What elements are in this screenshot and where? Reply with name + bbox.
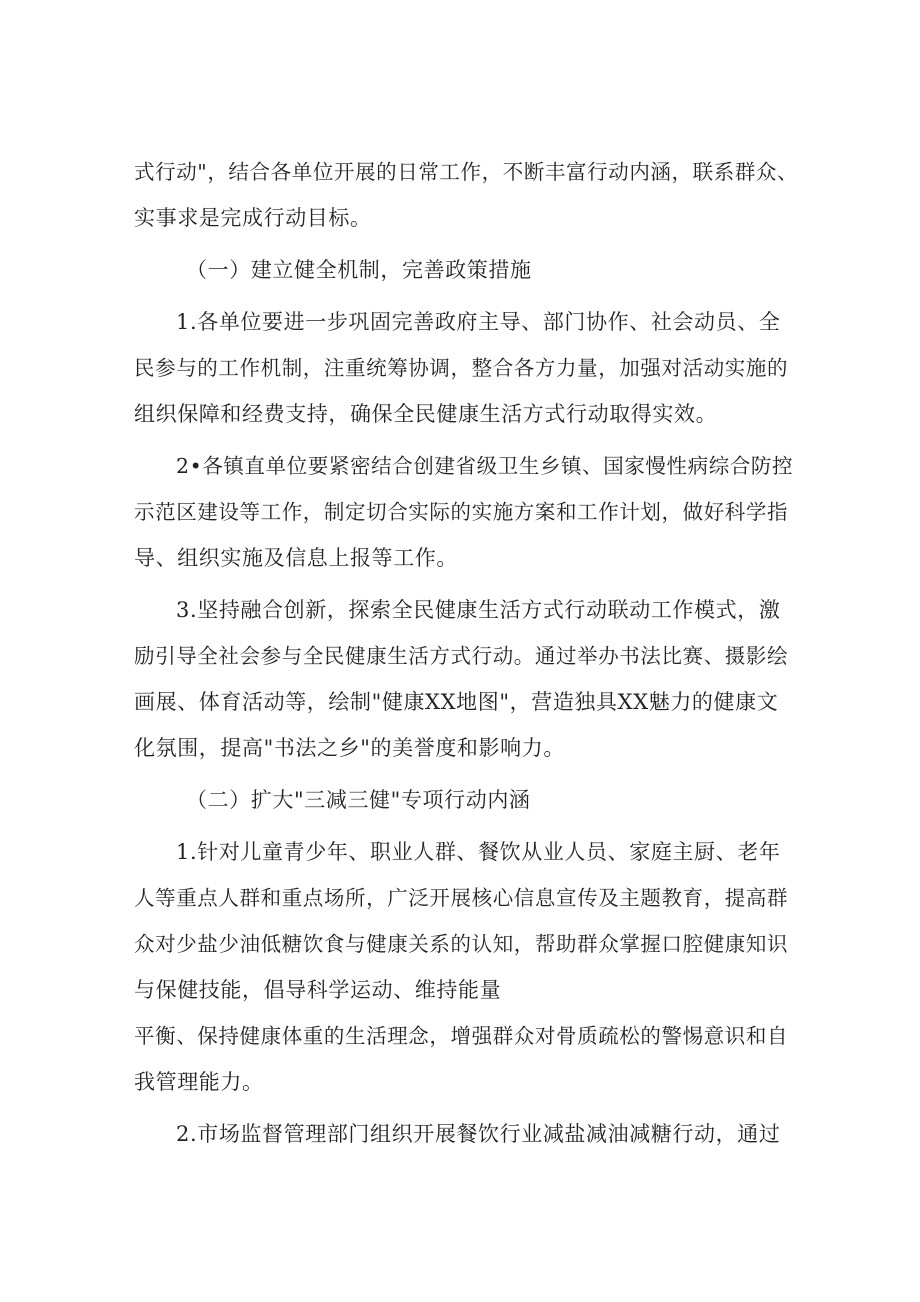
paragraph-line: 1.针对儿童青少年、职业人群、餐饮从业人员、家庭主厨、老年 xyxy=(176,840,781,864)
paragraph-line: 励引导全社会参与全民健康生活方式行动。通过举办书法比赛、摄影绘 xyxy=(134,644,789,668)
paragraph-line: 我管理能力。 xyxy=(134,1070,264,1094)
paragraph-line: 2•各镇直单位要紧密结合创建省级卫生乡镇、国家慢性病综合防控 xyxy=(176,454,794,478)
paragraph-line: 平衡、保持健康体重的生活理念，增强群众对骨质疏松的警惕意识和自 xyxy=(134,1024,789,1048)
paragraph-line: 导、组织实施及信息上报等工作。 xyxy=(134,546,458,570)
paragraph-line: 化氛围，提高"书法之乡"的美誉度和影响力。 xyxy=(134,736,565,760)
paragraph-line: 实事求是完成行动目标。 xyxy=(134,206,372,230)
paragraph-line: 2.市场监督管理部门组织开展餐饮行业减盐减油减糖行动，通过 xyxy=(176,1122,781,1146)
paragraph-line: 人等重点人群和重点场所，广泛开展核心信息宣传及主题教育，提高群 xyxy=(134,886,789,910)
section-heading: （一）建立健全机制，完善政策措施 xyxy=(186,258,532,282)
paragraph-line: 1.各单位要进一步巩固完善政府主导、部门协作、社会动员、全 xyxy=(176,310,781,334)
paragraph-line: 示范区建设等工作，制定切合实际的实施方案和工作计划，做好科学指 xyxy=(134,500,789,524)
paragraph-line: 与保健技能，倡导科学运动、维持能量 xyxy=(134,978,502,1002)
paragraph-line: 组织保障和经费支持，确保全民健康生活方式行动取得实效。 xyxy=(134,402,718,426)
paragraph-line: 众对少盐少油低糖饮食与健康关系的认知，帮助群众掌握口腔健康知识 xyxy=(134,932,789,956)
paragraph-line: 式行动"，结合各单位开展的日常工作，不断丰富行动内涵，联系群众、 xyxy=(134,160,799,184)
section-heading: （二）扩大"三减三健"专项行动内涵 xyxy=(186,788,531,812)
paragraph-line: 民参与的工作机制，注重统筹协调，整合各方力量，加强对活动实施的 xyxy=(134,356,789,380)
paragraph-line: 画展、体育活动等，绘制"健康XX地图"，营造独具XX魅力的健康文 xyxy=(134,690,779,714)
paragraph-line: 3.坚持融合创新，探索全民健康生活方式行动联动工作模式，激 xyxy=(176,598,781,622)
